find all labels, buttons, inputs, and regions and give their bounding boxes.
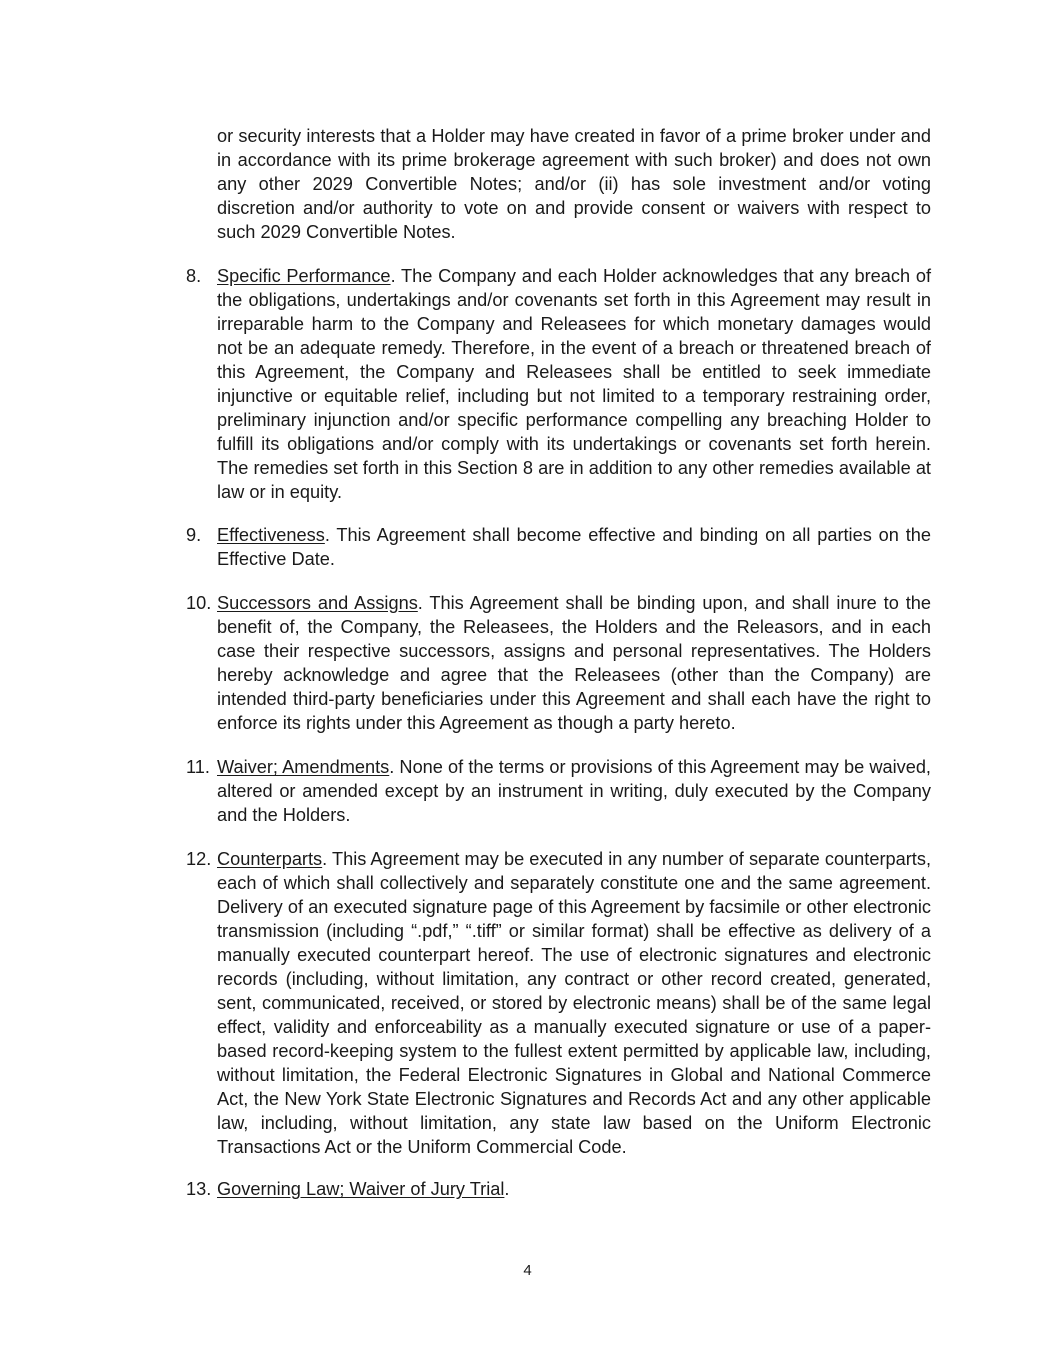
section-11-heading: Waiver; Amendments — [217, 757, 390, 777]
section-12-body: . This Agreement may be executed in any number of separate counterparts, each of which shall collectively and separately constitute one and the same agreement. Delivery of an executed signature page of this Agreement by facsimile or other electronic transmission (including “.pdf,” “.tiff” or similar format) shall be effective as delivery of a manually executed counterpart hereof. The use of electronic signatures and electronic records (including, without limitation, any contract or other record created, generated, sent, communicated, received, or stored by electronic means) shall be of the same legal effect, validity and enforceability as a manually executed signature or use of a paper-based record-keeping system to the fullest extent permitted by applicable law, including, without limitation, the Federal Electronic Signatures in Global and National Commerce Act, the New York State Electronic Signatures and Records Act and any other applicable law, including, without limitation, any state law based on the Uniform Electronic Transactions Act or the Uniform Commercial Code. — [217, 849, 931, 1157]
section-8-number: 8. — [186, 266, 202, 286]
section-10-body: . This Agreement shall be binding upon, and shall inure to the benefit of, the Company, the Releasees, the Holders and the Releasors, and in each case their respective successors, assigns and personal representatives. The Holders hereby acknowledge and agree that the Releasees (other than the Company) are intended third-party beneficiaries under this Agreement and shall each have the right to enforce its rights under this Agreement as though a party hereto. — [217, 593, 931, 733]
section-11-number: 11. — [186, 757, 210, 777]
section-9-heading: Effectiveness — [217, 525, 325, 545]
section-8-heading: Specific Performance — [217, 266, 391, 286]
section-11-paragraph — [217, 755, 931, 827]
section-8-body: . The Company and each Holder acknowledges that any breach of the obligations, undertakings and/or covenants set forth in this Agreement may result in irreparable harm to the Company and Releasees for which monetary damages would not be an adequate remedy. Therefore, in the event of a breach or threatened breach of this Agreement, the Company and Releasees shall be entitled to seek immediate injunctive or equitable relief, including but not limited to a temporary restraining order, preliminary injunction and/or specific performance compelling any breaching Holder to fulfill its obligations and/or comply with its undertakings or covenants set forth herein. The remedies set forth in this Section 8 are in addition to any other remedies available at law or in equity. — [217, 266, 932, 502]
section-8-paragraph — [217, 264, 931, 504]
section-13-body: . — [504, 1179, 510, 1199]
intro-paragraph: or security interests that a Holder may have created in favor of a prime broker under and in accordance with its prime brokerage agreement with such broker) and does not own any other 2029 Convertible Notes; and/or (ii) has sole investment and/or voting discretion and/or authority to vote on and provide consent or waivers with respect to such 2029 Convertible Notes. — [217, 126, 931, 242]
section-12-paragraph — [217, 847, 931, 1159]
section-12-heading: Counterparts — [217, 849, 323, 869]
section-10-number: 10. — [186, 593, 212, 613]
section-13-heading: Governing Law; Waiver of Jury Trial — [217, 1179, 505, 1199]
section-13-paragraph — [217, 1177, 931, 1201]
section-10-heading: Successors and Assigns — [217, 593, 418, 613]
section-10-paragraph — [217, 591, 931, 735]
section-9-number: 9. — [186, 525, 202, 545]
page-number: 4 — [523, 1262, 532, 1279]
section-11-body: . None of the terms or provisions of this Agreement may be waived, altered or amended except by an instrument in writing, duly executed by the Company and the Holders. — [217, 757, 931, 825]
section-9-body: . This Agreement shall become effective and binding on all parties on the Effective Date. — [217, 525, 931, 569]
section-13-number: 13. — [186, 1179, 212, 1199]
section-9-paragraph — [217, 523, 931, 571]
section-12-number: 12. — [186, 849, 212, 869]
